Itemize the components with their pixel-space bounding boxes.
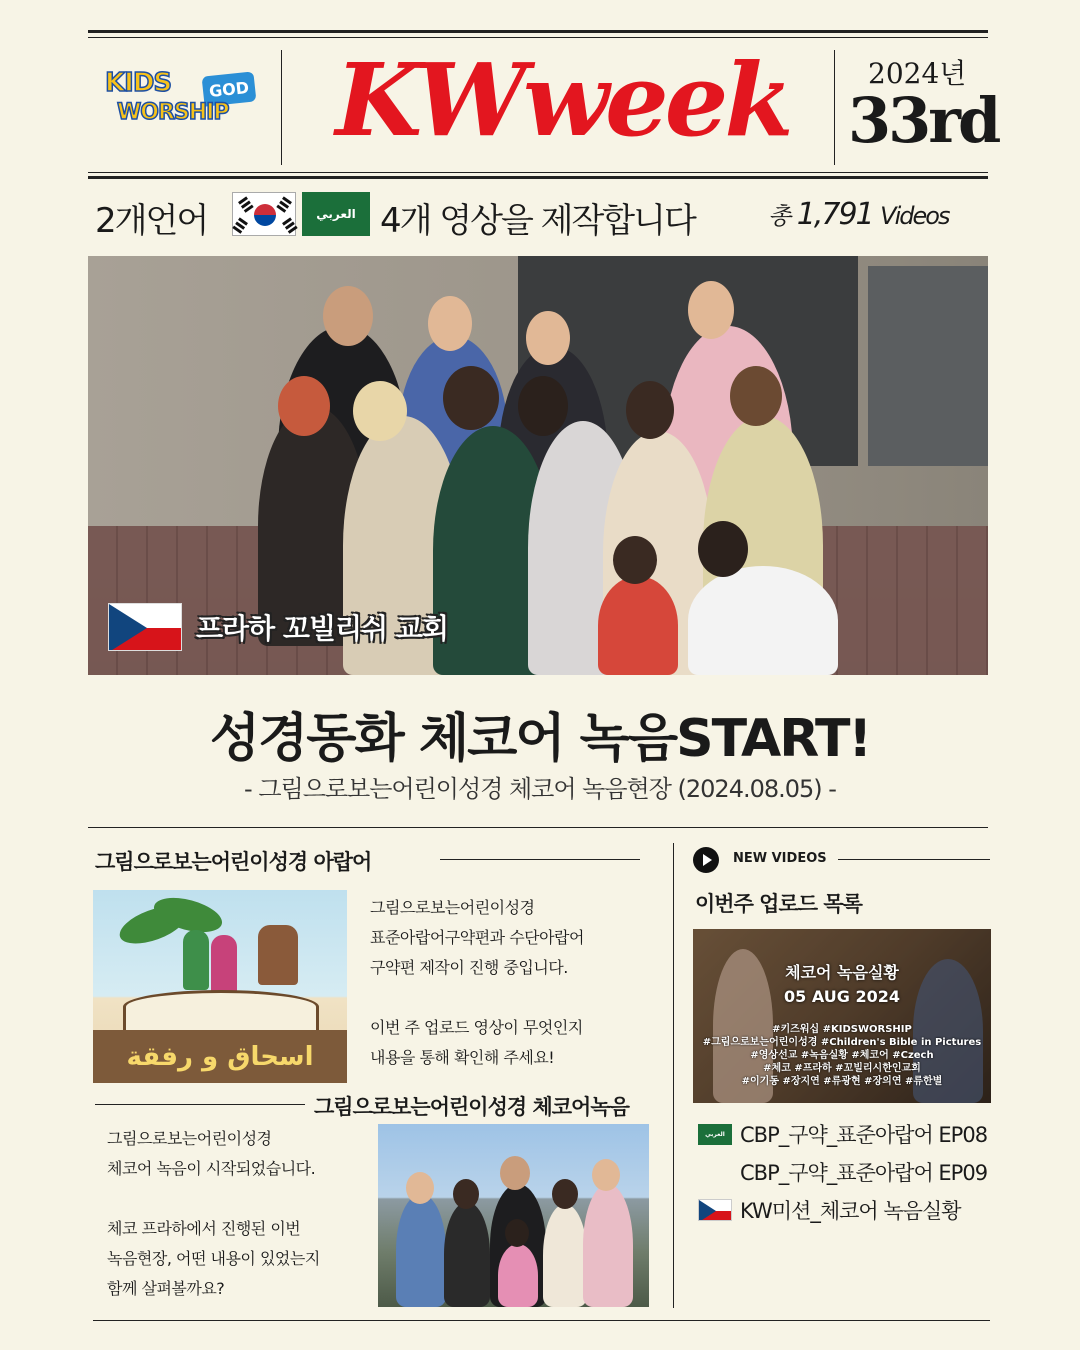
mast-rule-thin <box>88 172 988 173</box>
logo-god-flag: GOD <box>202 71 257 106</box>
total-count: 1,791 <box>796 197 873 232</box>
thumbnail-tag-line: #영상선교 #녹음실황 #체코어 #Czech <box>750 1050 934 1061</box>
czech-body-line: 그림으로보는어린이성경 <box>107 1129 272 1148</box>
czech-body-line: 녹음현장, 어떤 내용이 있었는지 <box>107 1249 320 1268</box>
arabic-section-title: 그림으로보는어린이성경 아랍어 <box>95 850 372 874</box>
logo-worship-text: WORSHIP <box>117 100 229 125</box>
arabic-section-body <box>370 893 584 1073</box>
thumbnail-title <box>693 961 991 1009</box>
section-rule <box>88 827 988 828</box>
headline-subtitle: - 그림으로보는어린이성경 체코어 녹음현장 (2024.08.05) - <box>244 775 836 803</box>
play-icon[interactable] <box>693 847 719 873</box>
kids-worship-logo[interactable] <box>95 62 270 142</box>
arabic-body-line: 구약편 제작이 진행 중입니다. <box>370 958 568 977</box>
thumbnail-tag-line: #그림으로보는어린이성경 #Children's Bible in Pictures <box>702 1037 982 1048</box>
masthead-title: KWweek <box>335 41 790 159</box>
logo-kids-text: KIDS <box>105 68 172 98</box>
tagline-languages: 2개언어 <box>95 201 208 241</box>
new-videos-rule <box>838 859 990 860</box>
czech-title-rule <box>95 1104 305 1105</box>
arabic-title-rule <box>440 859 640 860</box>
tagline-videos: 4개 영상을 제작합니다 <box>380 201 695 241</box>
video-thumbnail[interactable] <box>693 929 991 1103</box>
column-divider <box>673 843 674 1308</box>
czech-body-line: 함께 살펴볼까요? <box>107 1279 225 1298</box>
thumbnail-tag-line: #키즈워십 #KIDSWORSHIP <box>772 1024 912 1035</box>
issue-year: 2024년 <box>868 57 967 90</box>
thumbnail-date: 05 AUG 2024 <box>784 987 900 1006</box>
czech-section-title: 그림으로보는어린이성경 체코어녹음 <box>314 1095 629 1119</box>
mast-divider-left <box>281 50 282 165</box>
total-suffix: Videos <box>880 202 949 230</box>
arabic-flag-icon: العربي <box>698 1124 732 1145</box>
czech-body-line: 체코 프라하에서 진행된 이번 <box>107 1219 301 1238</box>
thumbnail-tag-line: #체코 #프라하 #꼬빌리시한인교회 <box>763 1063 921 1074</box>
arabic-body-line: 내용을 통해 확인해 주세요! <box>370 1048 555 1067</box>
czech-body-line: 체코어 녹음이 시작되었습니다. <box>107 1159 316 1178</box>
arabic-flag-icon: العربي <box>302 192 370 236</box>
czech-section-body <box>107 1124 320 1304</box>
czech-flag-icon <box>108 603 182 651</box>
mast-rule <box>88 176 988 179</box>
bottom-rule <box>93 1320 990 1321</box>
prague-group-photo[interactable] <box>378 1124 649 1307</box>
video-list-item[interactable]: CBP_구약_표준아랍어 EP08 <box>740 1123 988 1147</box>
korea-flag-icon <box>232 192 296 236</box>
total-prefix: 총 <box>768 202 790 230</box>
thumbnail-title-line: 체코어 녹음실황 <box>785 963 899 982</box>
arabic-body-line: 이번 주 업로드 영상이 무엇인지 <box>370 1018 583 1037</box>
thumbnail-tag-line: #이기동 #장지연 #류광현 #장의연 #류한별 <box>741 1076 943 1087</box>
new-videos-title: 이번주 업로드 목록 <box>695 892 862 916</box>
hero-caption-text: 프라하 꼬빌리쉬 교회 <box>196 612 448 645</box>
video-list-item[interactable]: CBP_구약_표준아랍어 EP09 <box>740 1161 988 1185</box>
hero-caption <box>108 603 448 651</box>
issue-number: 33rd <box>848 84 999 157</box>
new-videos-label: NEW VIDEOS <box>733 851 827 866</box>
thumbnail-tags <box>693 1023 991 1088</box>
video-list-item[interactable]: KW미션_체코어 녹음실황 <box>740 1199 961 1223</box>
arabic-story-image[interactable] <box>93 890 347 1083</box>
czech-flag-icon <box>698 1199 732 1221</box>
arabic-body-line: 표준아랍어구약편과 수단아랍어 <box>370 928 584 947</box>
mast-divider-right <box>834 50 835 165</box>
total-videos <box>768 196 948 232</box>
arabic-body-line: 그림으로보는어린이성경 <box>370 898 535 917</box>
headline-title: 성경동화 체코어 녹음START! <box>209 709 871 769</box>
arabic-story-banner: اسحاق و رفقة <box>93 1030 347 1083</box>
